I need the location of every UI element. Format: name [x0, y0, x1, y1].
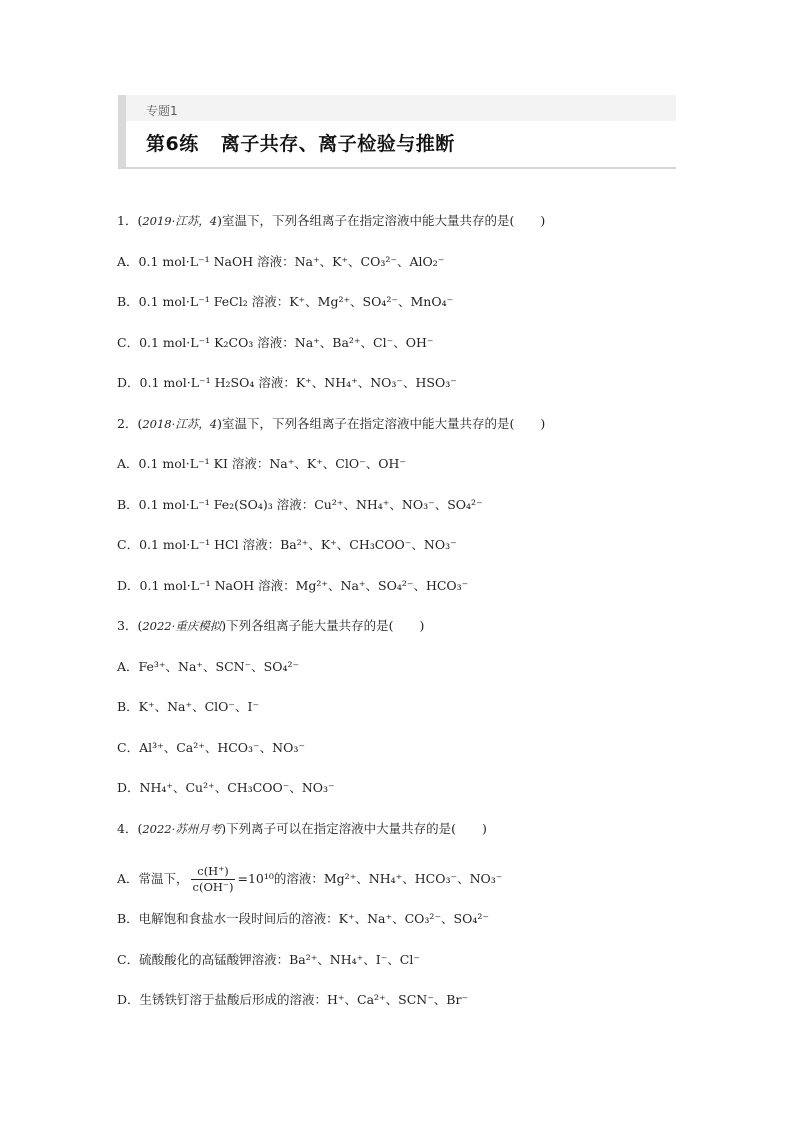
- question-source: 2022·重庆模拟: [142, 619, 222, 633]
- topic-label: 专题1: [146, 104, 178, 118]
- concentration-ratio-fraction: [191, 864, 236, 895]
- section-header: [118, 95, 676, 169]
- question-4-option-b: B．电解饱和食盐水一段时间后的溶液：K⁺、Na⁺、CO₃²⁻、SO₄²⁻: [117, 911, 489, 926]
- question-3-stem: 3．(2022·重庆模拟)下列各组离子能大量共存的是( ): [117, 618, 425, 633]
- question-4-stem: 4．(2022·苏州月考)下列离子可以在指定溶液中大量共存的是( ): [117, 820, 487, 836]
- question-3-option-d: D．NH₄⁺、Cu²⁺、CH₃COO⁻、NO₃⁻: [117, 780, 335, 795]
- question-1-option-c: C．0.1 mol·L⁻¹ K₂CO₃ 溶液：Na⁺、Ba²⁺、Cl⁻、OH⁻: [117, 334, 434, 350]
- question-2-option-a: A．0.1 mol·L⁻¹ KI 溶液：Na⁺、K⁺、ClO⁻、OH⁻: [117, 456, 406, 471]
- header-accent-bar: [118, 95, 126, 167]
- question-4-option-c: C．硫酸酸化的高锰酸钾溶液：Ba²⁺、NH₄⁺、I⁻、Cl⁻: [117, 951, 420, 967]
- fraction-numerator: c(H⁺): [191, 864, 236, 880]
- question-4-option-a: A．常温下， $\frac{c(H^+)}{c(OH^-)}$ =10¹⁰的溶液：Mg²⁺、NH₄⁺、HCO₃⁻、NO₃⁻: [117, 864, 503, 894]
- question-source: 2022·苏州月考: [142, 821, 222, 836]
- question-1-option-d: D．0.1 mol·L⁻¹ H₂SO₄ 溶液：K⁺、NH₄⁺、NO₃⁻、HSO₃⁻: [117, 375, 457, 390]
- fraction-denominator: c(OH⁻): [192, 880, 234, 894]
- question-1-stem: 1．(2019·江苏，4)室温下，下列各组离子在指定溶液中能大量共存的是( ): [117, 213, 546, 228]
- question-1-option-b: B．0.1 mol·L⁻¹ FeCl₂ 溶液：K⁺、Mg²⁺、SO₄²⁻、MnO₄⁻: [117, 294, 454, 309]
- question-2-option-d: D．0.1 mol·L⁻¹ NaOH 溶液：Mg²⁺、Na⁺、SO₄²⁻、HCO₃⁻: [117, 577, 469, 593]
- question-3-option-b: B．K⁺、Na⁺、ClO⁻、I⁻: [117, 699, 260, 714]
- question-source: 2019·江苏，4: [142, 214, 218, 228]
- question-2-option-b: B．0.1 mol·L⁻¹ Fe₂(SO₄)₃ 溶液：Cu²⁺、NH₄⁺、NO₃⁻、SO₄²⁻: [117, 496, 483, 512]
- question-list: [117, 211, 717, 1031]
- question-1-option-a: A．0.1 mol·L⁻¹ NaOH 溶液：Na⁺、K⁺、CO₃²⁻、AlO₂⁻: [117, 253, 445, 269]
- question-2-stem: 2．(2018·江苏，4)室温下，下列各组离子在指定溶液中能大量共存的是( ): [117, 415, 546, 431]
- question-3-option-a: A．Fe³⁺、Na⁺、SCN⁻、SO₄²⁻: [117, 658, 300, 674]
- question-2-option-c: C．0.1 mol·L⁻¹ HCl 溶液：Ba²⁺、K⁺、CH₃COO⁻、NO₃⁻: [117, 537, 457, 552]
- question-4-option-d: D．生锈铁钉溶于盐酸后形成的溶液：H⁺、Ca²⁺、SCN⁻、Br⁻: [117, 992, 469, 1007]
- exercise-title: 离子共存、离子检验与推断: [220, 133, 455, 155]
- question-3-option-c: C．Al³⁺、Ca²⁺、HCO₃⁻、NO₃⁻: [117, 739, 305, 755]
- question-source: 2018·江苏，4: [142, 416, 218, 431]
- exercise-number: 第6练: [146, 133, 199, 155]
- page-title: [146, 129, 455, 156]
